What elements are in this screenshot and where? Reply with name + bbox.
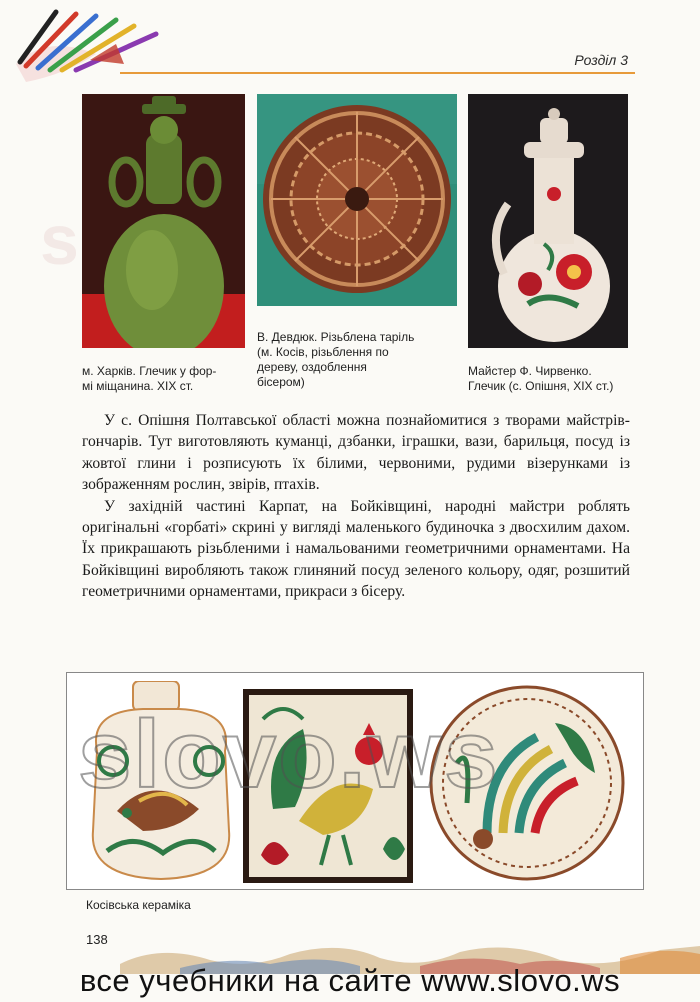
page-number: 138 [86, 932, 108, 947]
green-pitcher-image [82, 94, 245, 348]
photo-caption-2: В. Девдюк. Різьблена таріль (м. Косів, різьблення по дереву, оздоблення бісером) [257, 330, 415, 389]
rooster-tile-image [243, 689, 413, 883]
body-text [82, 410, 630, 603]
flask-with-bird-image [83, 681, 239, 881]
painted-jug-image [468, 94, 628, 348]
header-rule [120, 72, 635, 74]
paragraph-boikivshchyna: У західній частині Карпат, на Бойківщині, народні майстри роблять оригінальні «горбаті» скрині у вигляді маленького будиночка з двосхилим дахом. Їх прикрашають різьбленими і намальованими геометричними орнаментами. На Бойківщині виробляють також глиняний посуд зеленого кольору, одяг, розшитий геометричними орнаментами, прикраси з бісеру. [82, 497, 630, 601]
paragraph-opishnia: У с. Опішня Полтавської області можна познайомитися з творами майстрів-гончарів. Тут виготовляють куманці, дзбанки, іграшки, вази, барильця, посуд із жовтої глини і розписують їх білими, червоними, рудими візерунками із зображенням рослин, звірів, птахів. [82, 412, 630, 494]
photo-caption-1: м. Харків. Глечик у фор- мі міщанина. XIX ст. [82, 364, 217, 393]
faint-watermark: s [40, 201, 79, 279]
carved-plate-image [257, 94, 457, 306]
ceramics-panel [66, 672, 644, 890]
section-title: Розділ 3 [574, 52, 628, 68]
bird-plate-image [427, 683, 627, 883]
site-banner[interactable]: все учебники на сайте www.slovo.ws [79, 963, 621, 998]
photo-caption-3: Майстер Ф. Чирвенко. Глечик (с. Опішня, XIX ст.) [468, 364, 614, 393]
ceramics-caption: Косівська кераміка [86, 898, 191, 912]
